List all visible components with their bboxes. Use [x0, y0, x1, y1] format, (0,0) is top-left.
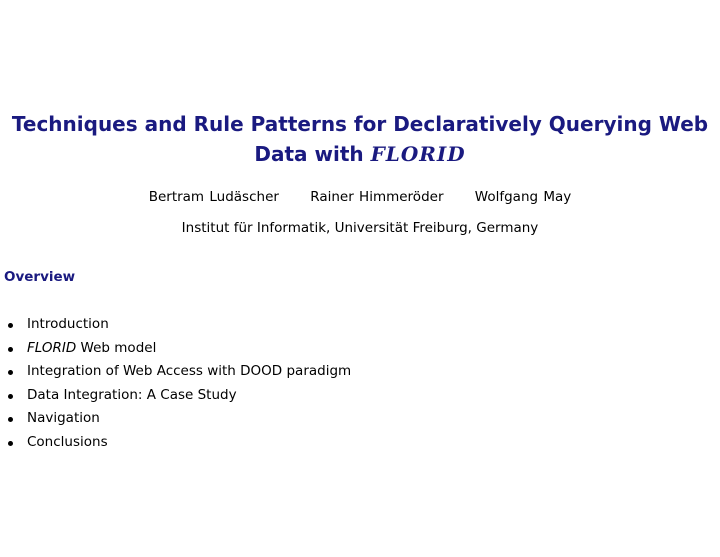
- bullet-icon: [8, 417, 13, 422]
- list-item-text: Data Integration: A Case Study: [27, 386, 237, 403]
- title-line-1: Techniques and Rule Patterns for Declaratively Querying Web: [11, 112, 709, 136]
- title-system-name: FLORID: [370, 142, 466, 166]
- overview-list: [6, 313, 351, 454]
- overview-heading: Overview: [4, 269, 76, 285]
- list-item-text: Introduction: [27, 316, 109, 332]
- bullet-icon: [8, 441, 13, 446]
- list-item-text: Conclusions: [27, 433, 108, 450]
- list-item-text: Navigation: [27, 410, 100, 426]
- institution: Institut für Informatik, Universität Freiburg, Germany: [181, 220, 539, 236]
- slide-title: [0, 109, 720, 169]
- title-line-2-prefix: Data with: [254, 142, 364, 166]
- author-name: Wolfgang May: [474, 189, 572, 205]
- list-item-italic: FLORID: [27, 339, 77, 356]
- author-name: Bertram Ludäscher: [148, 189, 279, 205]
- author-name: Rainer Himmeröder: [310, 189, 444, 205]
- list-item: [6, 313, 351, 337]
- list-item-text: Web model: [76, 339, 157, 356]
- bullet-icon: [8, 347, 13, 352]
- list-item-text: Integration of Web Access with DOOD paradigm: [27, 363, 352, 379]
- list-item: [6, 360, 351, 384]
- list-item: [6, 407, 351, 431]
- bullet-icon: [8, 323, 13, 328]
- list-item: [6, 337, 351, 361]
- list-item: [6, 431, 351, 455]
- title-line-2: [0, 139, 720, 169]
- list-item: [6, 384, 351, 408]
- bullet-icon: [8, 370, 13, 375]
- bullet-icon: [8, 394, 13, 399]
- author-list: [0, 188, 720, 206]
